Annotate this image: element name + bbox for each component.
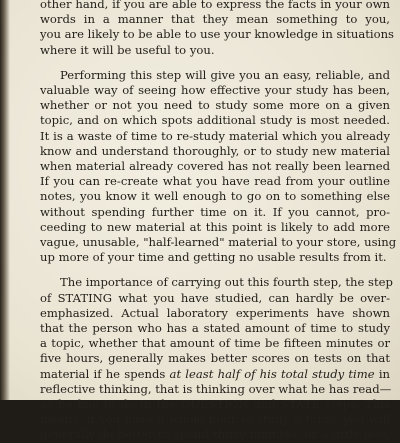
text-line: that the person who has a stated amount of time to study [40, 321, 390, 336]
italic-emphasis: at least half of his total study time [169, 366, 375, 381]
text-line: vague, unusable, "half-learned" material to your store, using [40, 235, 397, 250]
text-line: up more of your time and getting no usable results from it. [40, 250, 387, 265]
text-line: means, if you have a whole hour to study a topic, you will [40, 412, 390, 427]
text-line: words in a manner that they mean something to you, [40, 12, 390, 27]
text-line: notes, you know it well enough to go on to something else [40, 189, 390, 204]
text-line: The importance of carrying out this fourth step, the step [60, 275, 393, 290]
text-line: topic, and on which spots additional study is most needed. [40, 113, 390, 128]
text-line: five hours, generally makes better scores on tests on that [40, 351, 390, 366]
paragraph-1 [40, 0, 394, 58]
text-line: whether or not you need to study some more on a given [40, 98, 390, 113]
text-line: reflective thinking, that is thinking over what he has read— [40, 381, 392, 396]
text-line: If you can re-create what you have read from your outline [40, 174, 390, 189]
text-line: valuable way of seeing how effective your study has been, [40, 83, 390, 98]
paragraph-2 [40, 67, 397, 266]
text-line: where it will be useful to you. [40, 42, 215, 57]
text-line: without spending further time on it. If you cannot, pro- [40, 204, 390, 219]
text-line: other hand, if you are able to express the facts in your own [40, 0, 390, 11]
text-run: in [374, 366, 390, 381]
paragraph-3 [40, 275, 393, 442]
text-line: emphasized. Actual laboratory experiments have shown [40, 305, 390, 320]
paragraph-gap [40, 58, 390, 68]
text-run: material if he spends [40, 366, 170, 381]
text-line [40, 367, 390, 382]
text-line: know and understand thoroughly, or to study new material [40, 143, 390, 158]
text-line: you are likely to be able to use your knowledge in situations [40, 27, 394, 42]
page-text [40, 0, 397, 443]
text-line: as he has to do in the QUESTION and STATE steps. This [40, 397, 390, 412]
text-line: when material already covered has not really been learned [40, 159, 390, 174]
text-line: ceeding to new material at this point is likely to add more [40, 219, 390, 234]
text-line: generally do better to spend thirty minutes, or a little less, [40, 427, 390, 442]
text-line: of STATING what you have studied, can hardly be over- [40, 290, 390, 305]
text-line: a topic, whether that amount of time be fifteen minutes or [40, 336, 390, 351]
paragraph-gap [40, 265, 390, 275]
text-line: It is a waste of time to re-study material which you already [40, 128, 390, 143]
text-line: Performing this step will give you an easy, reliable, and [60, 67, 390, 82]
